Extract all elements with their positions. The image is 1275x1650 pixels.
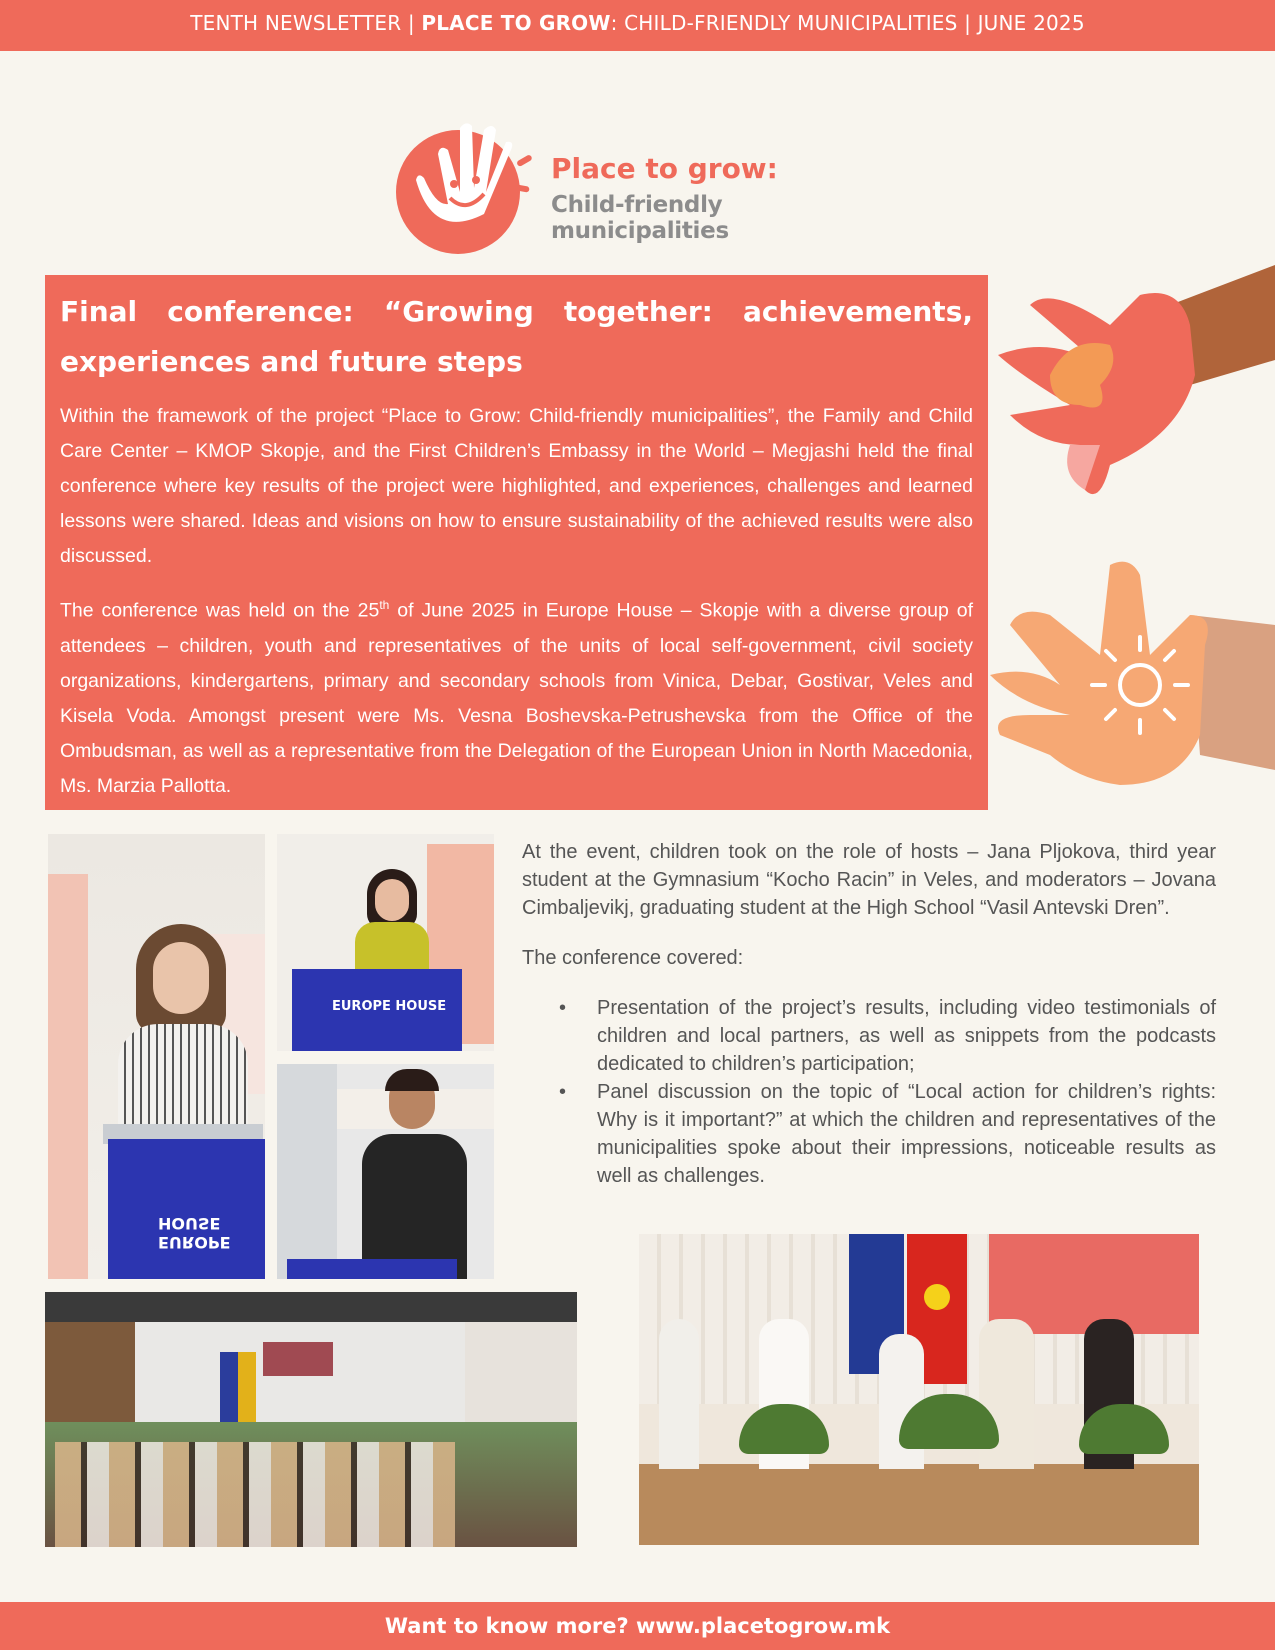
header-project-name: PLACE TO GROW	[421, 11, 611, 35]
newsletter-header	[0, 0, 1275, 51]
podium-sign-2: EUROPE HOUSE	[332, 999, 447, 1014]
para2-before: The conference was held on the 25	[60, 599, 380, 622]
header-prefix: TENTH NEWSLETTER |	[190, 11, 422, 35]
right-column-text	[522, 838, 1216, 1190]
article-paragraph-2	[60, 588, 973, 804]
newsletter-footer	[0, 1602, 1275, 1650]
hand-smile-logo-icon	[388, 122, 538, 258]
footer-text: Want to know more? www.placetogrow.mk	[384, 1614, 891, 1638]
photo-speaker-man	[277, 1064, 494, 1279]
header-suffix: : CHILD-FRIENDLY MUNICIPALITIES | JUNE 2025	[610, 11, 1085, 35]
article-paragraph-1: Within the framework of the project “Place to Grow: Child-friendly municipalities”, the Family and Child Care Center – KMOP Skopje, and the First Children’s Embassy in the World – Megjashi held the final conference where key results of the project were highlighted, and experiences, challenges and learned lessons were shared. Ideas and visions on how to ensure sustainability of the achieved results were also discussed.	[60, 405, 973, 567]
covered-intro: The conference covered:	[522, 947, 744, 969]
orange-hand-illustration	[990, 265, 1275, 515]
peach-hand-sun-illustration	[990, 555, 1275, 795]
photo-audience-hall	[45, 1292, 577, 1547]
photo-speaker-woman	[277, 834, 494, 1051]
list-item: • Presentation of the project’s results, including video testimonials of children and local partners, as well as snippets from the podcasts dedicated to children’s participation;	[597, 994, 1216, 1078]
list-item: • Panel discussion on the topic of “Local action for children’s rights: Why is it important?” at which the children and representatives of the municipalities spoke about their impressions, noticeable results as well as challenges.	[597, 1078, 1216, 1190]
photo-panel-discussion	[639, 1234, 1199, 1545]
podium-sign-1: EUROPE HOUSE	[158, 1214, 231, 1252]
logo-subtitle: Child-friendly municipalities	[551, 192, 729, 244]
article-title: Final conference: “Growing together: achievements, experiences and future steps	[60, 295, 973, 378]
article-box	[45, 275, 988, 810]
hosts-paragraph: At the event, children took on the role of hosts – Jana Pljokova, third year student at the Gymnasium “Kocho Racin” in Veles, and moderators – Jovana Cimbaljevikj, graduating student at the High School “Vasil Antevski Dren”.	[522, 841, 1216, 919]
covered-list	[522, 994, 1216, 1190]
photo-student-podium	[48, 834, 265, 1279]
para2-after: of June 2025 in Europe House – Skopje with a diverse group of attendees – children, youth and representatives of the units of local self-government, civil society organizations, kindergartens, primary and secondary schools from Vinica, Debar, Gostivar, Veles and Kisela Voda. Amongst present were Ms. Vesna Boshevska-Petrushevska from the Office of the Ombudsman, as well as a representative from the Delegation of the European Union in North Macedonia, Ms. Marzia Pallotta.	[60, 599, 973, 797]
para2-superscript: th	[379, 598, 390, 612]
logo-title: Place to grow:	[551, 152, 778, 185]
project-logo	[388, 122, 898, 258]
